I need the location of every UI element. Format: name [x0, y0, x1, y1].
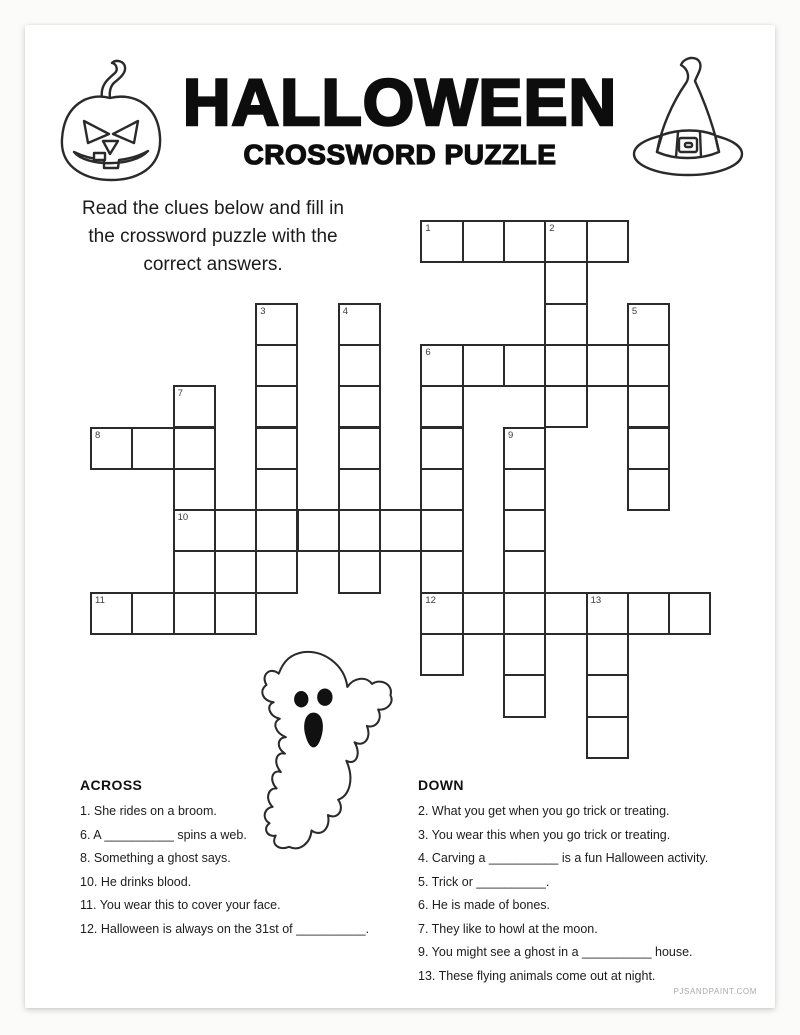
clue-item: 9. You might see a ghost in a __________ house. [418, 945, 693, 959]
crossword-cell[interactable] [544, 303, 587, 346]
crossword-cell[interactable] [544, 385, 587, 428]
crossword-cell[interactable] [297, 509, 340, 552]
crossword-cell[interactable] [379, 509, 422, 552]
cell-number: 2 [549, 223, 555, 234]
crossword-cell[interactable] [131, 592, 174, 635]
cell-number: 6 [425, 346, 431, 358]
crossword-cell[interactable] [173, 468, 216, 511]
cell-number: 8 [95, 429, 101, 441]
crossword-cell[interactable] [420, 633, 463, 676]
site-credit: PJSANDPAINT.COM [673, 987, 757, 996]
clue-item: 5. Trick or __________. [418, 874, 550, 889]
crossword-cell[interactable] [420, 344, 463, 387]
crossword-cell[interactable] [173, 550, 216, 593]
instruction-line: correct answers. [143, 254, 283, 275]
page-title: HALLOWEEN [182, 65, 618, 139]
crossword-cell[interactable] [338, 427, 381, 470]
crossword-cell[interactable] [586, 220, 629, 263]
crossword-cell[interactable] [338, 509, 381, 552]
crossword-cell[interactable] [214, 592, 257, 635]
crossword-cell[interactable] [544, 261, 587, 304]
crossword-cell[interactable] [627, 592, 670, 635]
crossword-cell[interactable] [255, 303, 298, 346]
crossword-cell[interactable] [503, 344, 546, 387]
across-title: ACROSS [80, 777, 143, 793]
cell-number: 13 [590, 594, 602, 606]
clue-item: 13. These flying animals come out at night. [418, 968, 656, 983]
crossword-cell[interactable] [586, 716, 629, 759]
clue-item: 11. You wear this to cover your face. [80, 898, 281, 912]
crossword-cell[interactable] [586, 674, 629, 717]
crossword-grid [90, 220, 715, 760]
crossword-cell[interactable] [462, 344, 505, 387]
crossword-cell[interactable] [255, 509, 298, 552]
cell-number: 3 [260, 305, 266, 317]
across-clue-list [80, 800, 410, 941]
crossword-cell[interactable] [503, 674, 546, 717]
clue-item: 7. They like to howl at the moon. [418, 921, 598, 936]
crossword-cell[interactable] [627, 385, 670, 428]
cell-number: 1 [425, 223, 431, 234]
crossword-cell[interactable] [173, 385, 216, 428]
crossword-cell[interactable] [420, 220, 463, 263]
clue-item: 2. What you get when you go trick or treating. [418, 804, 670, 818]
crossword-cell[interactable] [255, 344, 298, 387]
crossword-cell[interactable] [462, 592, 505, 635]
down-clues-section [418, 777, 763, 988]
cell-number: 4 [342, 305, 349, 317]
crossword-cell[interactable] [255, 468, 298, 511]
crossword-cell[interactable] [255, 385, 298, 428]
crossword-cell[interactable] [586, 633, 629, 676]
clue-item: 3. You wear this when you go trick or treating. [418, 827, 671, 842]
instruction-line: Read the clues below and fill in [82, 198, 344, 219]
crossword-cell[interactable] [338, 550, 381, 593]
cell-number: 12 [425, 594, 436, 606]
clue-item: 6. He is made of bones. [418, 898, 551, 912]
crossword-cell[interactable] [338, 385, 381, 428]
crossword-cell[interactable] [462, 220, 505, 263]
crossword-cell[interactable] [255, 427, 298, 470]
crossword-cell[interactable] [420, 385, 463, 428]
cell-number: 9 [508, 429, 514, 441]
page-subtitle: CROSSWORD PUZZLE [243, 139, 557, 170]
crossword-cell[interactable] [338, 468, 381, 511]
crossword-cell[interactable] [338, 344, 381, 387]
crossword-cell[interactable] [420, 427, 463, 470]
crossword-cell[interactable] [503, 468, 546, 511]
cell-number: 11 [95, 594, 105, 606]
crossword-cell[interactable] [503, 509, 546, 552]
cell-number: 5 [631, 305, 638, 317]
clue-item: 10. He drinks blood. [80, 874, 192, 889]
clue-item: 8. Something a ghost says. [80, 851, 231, 865]
crossword-cell[interactable] [503, 427, 546, 470]
crossword-cell[interactable] [90, 592, 133, 635]
crossword-cell[interactable] [627, 427, 670, 470]
crossword-cell[interactable] [503, 550, 546, 593]
crossword-cell[interactable] [503, 633, 546, 676]
crossword-cell[interactable] [255, 550, 298, 593]
clue-item: 4. Carving a __________ is a fun Halloween activity. [418, 851, 709, 865]
crossword-cell[interactable] [420, 509, 463, 552]
crossword-cell[interactable] [586, 592, 629, 635]
crossword-cell[interactable] [668, 592, 711, 635]
crossword-cell[interactable] [544, 592, 587, 635]
crossword-cell[interactable] [173, 427, 216, 470]
crossword-cell[interactable] [420, 468, 463, 511]
crossword-cell[interactable] [627, 344, 670, 387]
crossword-cell[interactable] [420, 550, 463, 593]
crossword-cell[interactable] [586, 344, 629, 387]
crossword-cell[interactable] [173, 509, 216, 552]
crossword-cell[interactable] [173, 592, 216, 635]
clue-item: 1. She rides on a broom. [80, 804, 217, 818]
clue-item: 6. A __________ spins a web. [80, 827, 247, 842]
crossword-cell[interactable] [131, 427, 174, 470]
across-clues-section [80, 777, 410, 941]
crossword-cell[interactable] [544, 344, 587, 387]
crossword-cell[interactable] [544, 220, 587, 263]
crossword-cell[interactable] [627, 468, 670, 511]
crossword-cell[interactable] [503, 592, 546, 635]
clue-item: 12. Halloween is always on the 31st of __________. [80, 921, 370, 936]
cell-number: 10 [177, 512, 189, 524]
worksheet-page [25, 25, 775, 1008]
crossword-cell[interactable] [90, 427, 133, 470]
crossword-cell[interactable] [420, 592, 463, 635]
crossword-cell[interactable] [338, 303, 381, 346]
down-title: DOWN [418, 777, 464, 793]
crossword-cell[interactable] [627, 303, 670, 346]
instruction-line: the crossword puzzle with the [88, 226, 338, 247]
cell-number: 7 [177, 388, 183, 400]
crossword-cell[interactable] [503, 220, 546, 263]
down-clue-list [418, 800, 763, 988]
crossword-cell[interactable] [214, 509, 257, 552]
